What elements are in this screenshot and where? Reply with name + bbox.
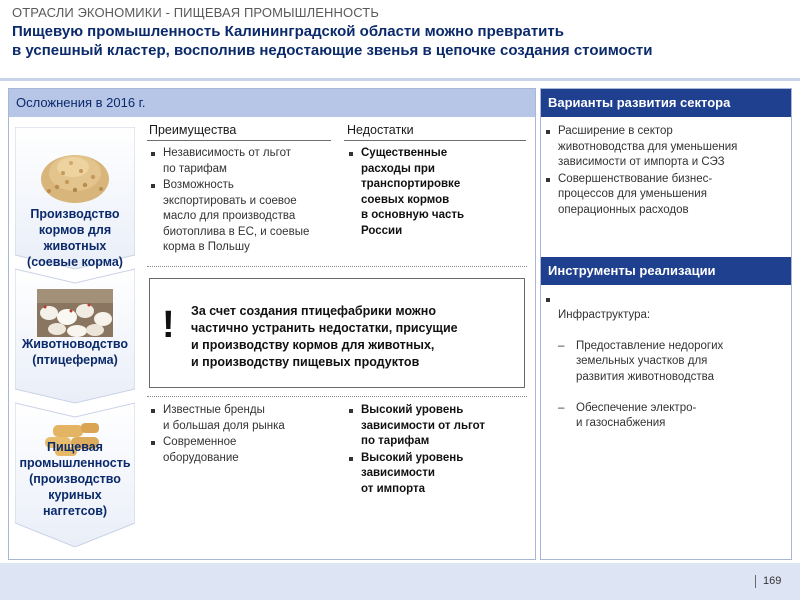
list-item xyxy=(347,146,527,239)
list-item xyxy=(149,146,345,177)
header-divider xyxy=(0,78,800,81)
list-item xyxy=(347,451,527,498)
advantages-header-rule xyxy=(147,140,331,141)
complications-panel-title: Осложнения в 2016 г. xyxy=(16,95,146,110)
list-item xyxy=(149,178,345,256)
page-title-line1: Пищевую промышленность Калининградской области можно превратить xyxy=(12,23,564,40)
list-item-text: Существенные расходы при транспортировке соевых кормов в основную часть России xyxy=(361,147,465,237)
segment-label-food: Пищевая промышленность (производство куриных наггетсов) xyxy=(19,440,131,518)
list-item-text: Инфраструктура: xyxy=(558,308,651,321)
options-panel-header xyxy=(541,89,791,117)
advantages-header: Преимущества xyxy=(149,123,237,137)
value-chain-column xyxy=(15,127,135,547)
list-item-text: Высокий уровень зависимости от импорта xyxy=(361,451,464,495)
segment-divider xyxy=(147,266,527,267)
list-item: Расширение в сектор животноводства для уменьшения зависимости от импорта и СЭЗ xyxy=(544,124,784,171)
sub-list xyxy=(558,323,784,447)
list-item-text: Современное оборудование xyxy=(163,436,239,464)
list-item-text: Независимость от льгот по тарифам xyxy=(163,147,291,175)
tools-panel-title: Инструменты реализации xyxy=(548,263,716,278)
section-category: ОТРАСЛИ ЭКОНОМИКИ - ПИЩЕВАЯ ПРОМЫШЛЕННОСТЬ xyxy=(12,5,379,20)
list-item-text: Возможность экспортировать и соевое масло для производства биотоплива в ЕС, и соевые корма в Польшу xyxy=(163,179,310,253)
list-item xyxy=(544,292,784,463)
callout-text: За счет создания птицефабрики можно частично устранить недостатки, присущие и производству кормов для животных, и производству пищевых продуктов xyxy=(191,304,458,369)
page-number: 169 xyxy=(763,575,782,587)
disadvantages-header: Недостатки xyxy=(347,123,414,137)
page-title-line2: в успешный кластер, восполнив недостающие звенья в цепочке создания стоимости xyxy=(12,42,653,59)
feed-advantages-list xyxy=(149,146,345,257)
chickens-image xyxy=(37,289,113,337)
tools-list xyxy=(544,292,784,464)
list-item xyxy=(149,435,339,466)
soybeans-image xyxy=(41,155,109,203)
sub-list-item: – Предоставление недорогих земельных участков для развития животноводства xyxy=(558,339,784,386)
callout-box xyxy=(149,278,525,388)
options-list xyxy=(544,124,784,219)
list-item xyxy=(149,403,339,434)
disadvantages-header-rule xyxy=(344,140,526,141)
options-panel-title: Варианты развития сектора xyxy=(548,95,731,110)
segment-label-feed: Производство кормов для животных (соевые корма) xyxy=(27,207,123,269)
page-title xyxy=(12,22,792,60)
food-disadvantages-list xyxy=(347,403,527,498)
complications-panel-header xyxy=(9,89,535,117)
sub-list-item: – Обеспечение электро- и газоснабжения xyxy=(558,401,784,432)
list-item xyxy=(347,403,527,450)
segment-divider xyxy=(147,396,527,397)
list-item: Совершенствование бизнес- процессов для уменьшения операционных расходов xyxy=(544,172,784,219)
tools-panel-header xyxy=(541,257,791,285)
list-item-text: Известные бренды и большая доля рынка xyxy=(163,404,285,432)
feed-disadvantages-list xyxy=(347,146,527,240)
footer-band xyxy=(0,563,800,600)
exclamation-icon: ! xyxy=(162,304,175,346)
food-advantages-list xyxy=(149,403,339,467)
segment-label-livestock: Животноводство (птицеферма) xyxy=(21,337,129,367)
list-item-text: Высокий уровень зависимости от льгот по тарифам xyxy=(361,404,486,447)
page-number-separator xyxy=(755,575,756,588)
